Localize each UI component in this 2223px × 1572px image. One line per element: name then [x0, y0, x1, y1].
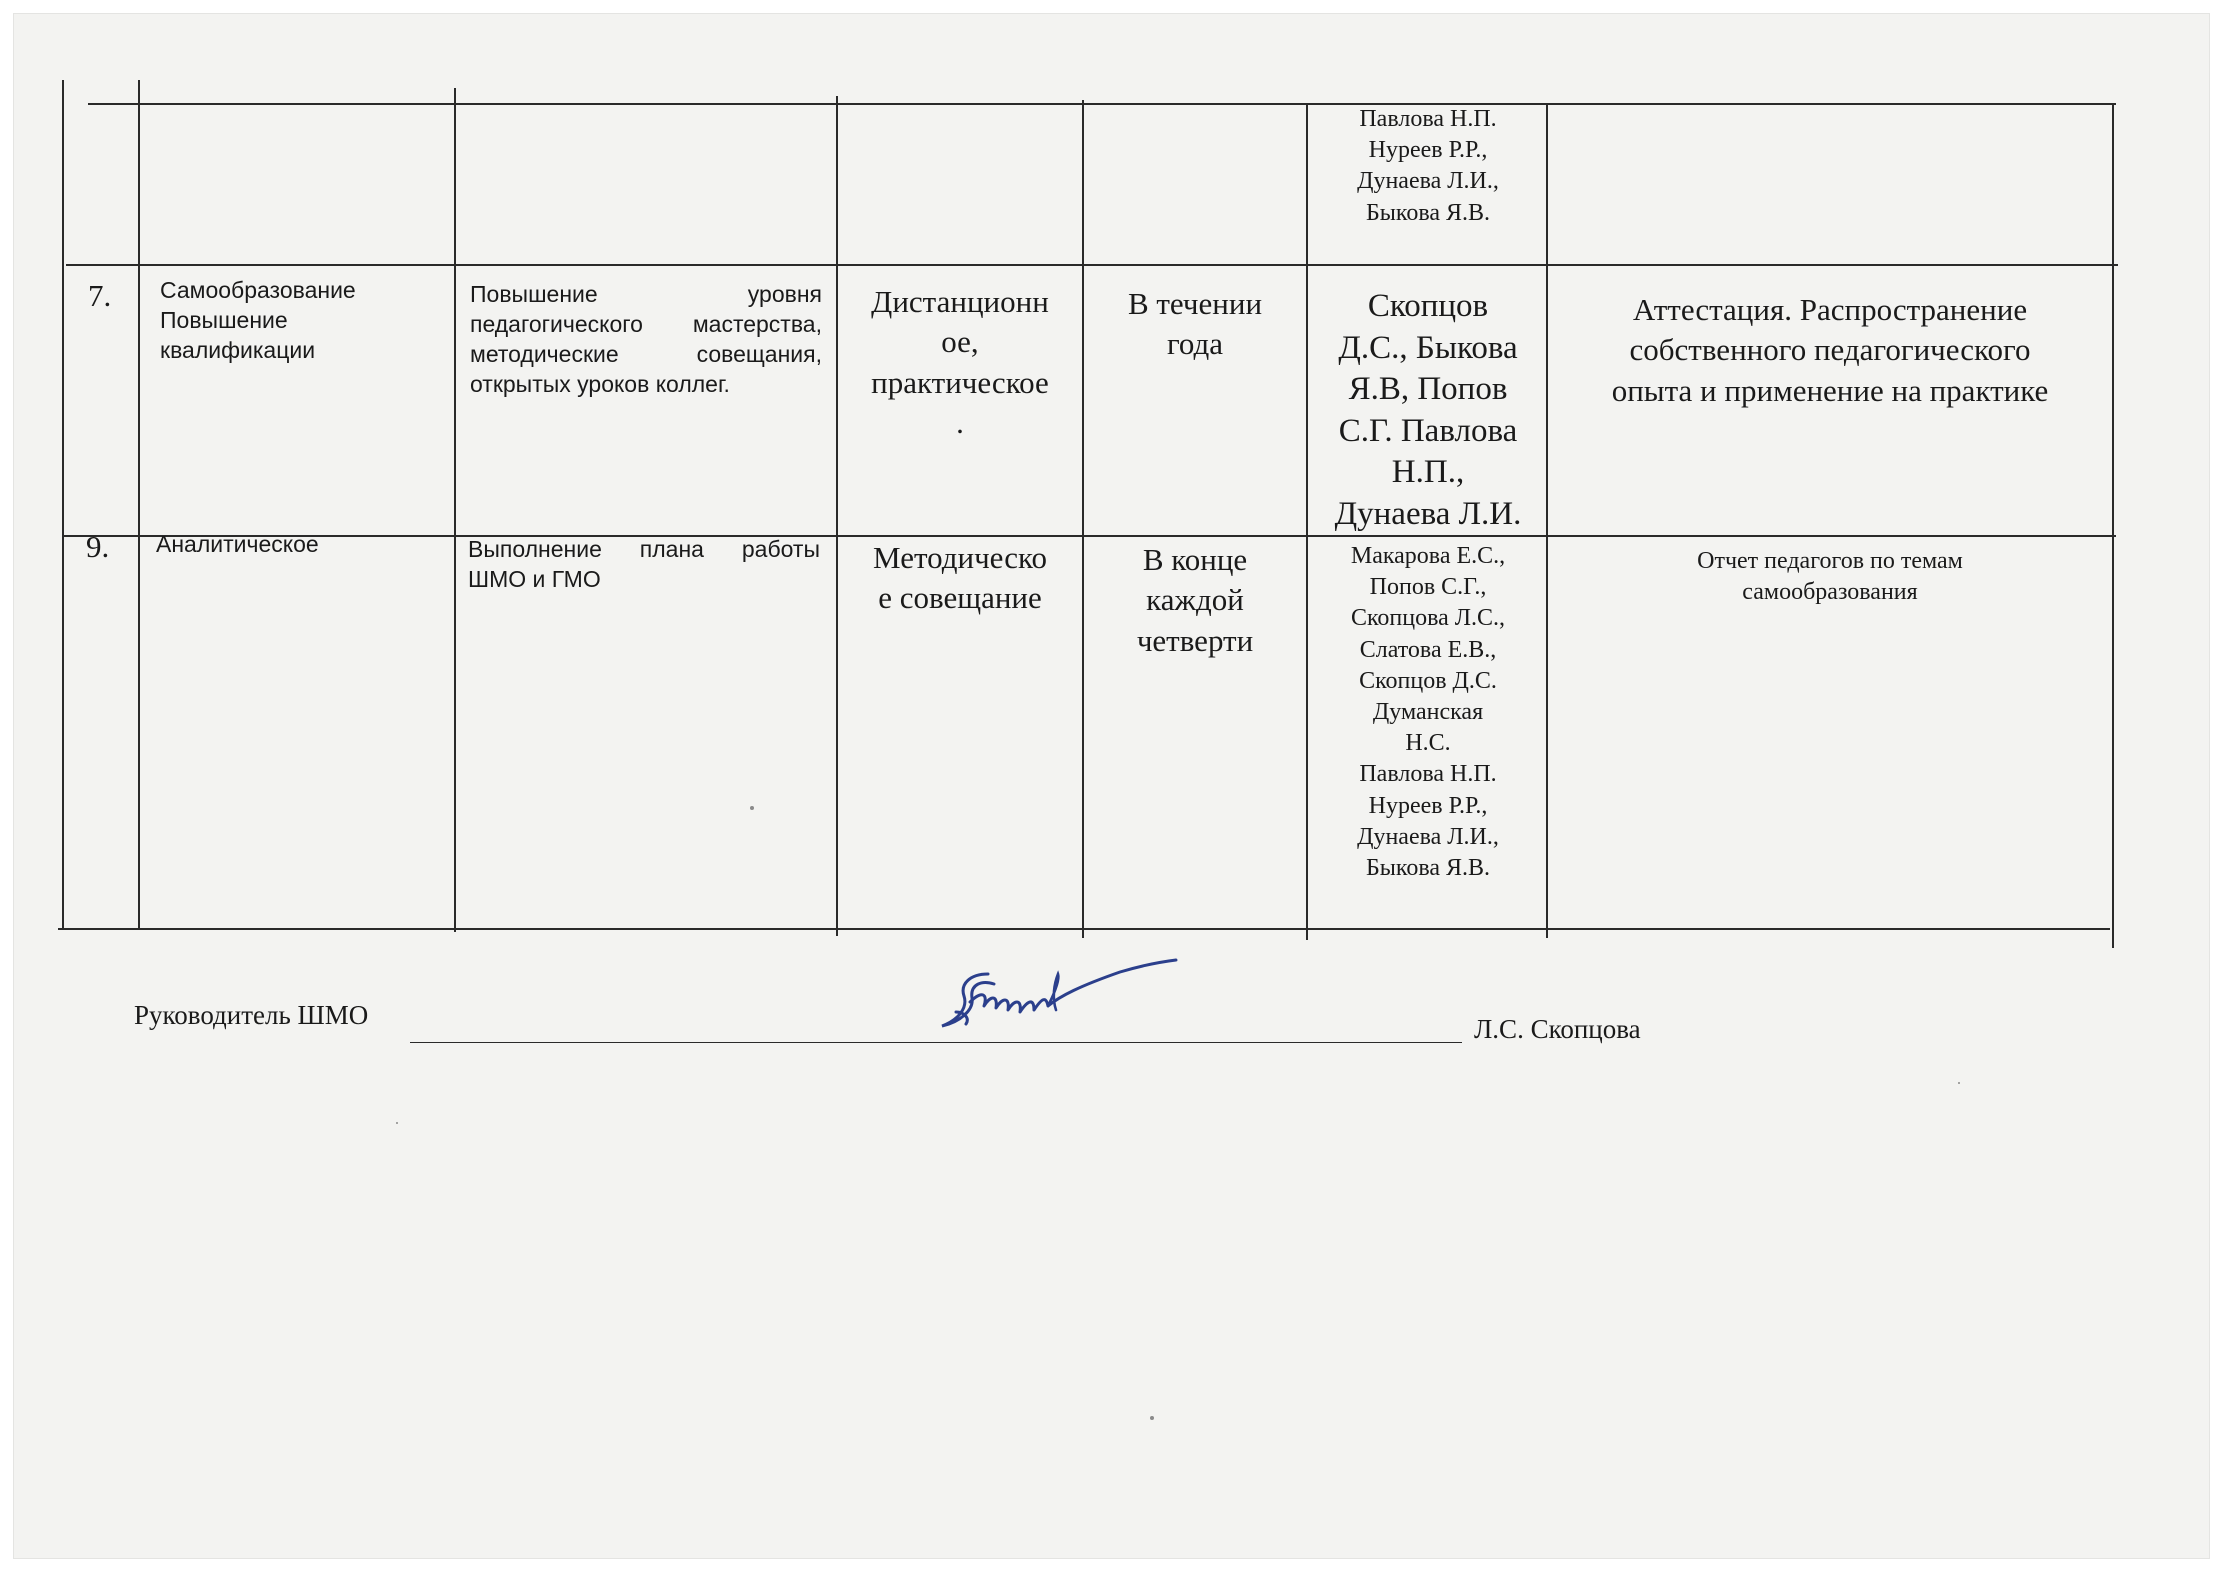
- row-divider-1: [66, 264, 2118, 266]
- row-9-form: Методическо е совещание: [873, 540, 1047, 616]
- col-divider-3: [836, 96, 838, 936]
- col-divider-4: [1082, 100, 1084, 938]
- row-7-form: Дистанционн ое, практическое .: [871, 284, 1049, 440]
- row-7-responsible: Скопцов Д.С., Быкова Я.В, Попов С.Г. Павлова Н.П., Дунаева Л.И.: [1334, 288, 1522, 532]
- scanned-page: [14, 14, 2209, 1558]
- row-9-responsible: Макарова Е.С., Попов С.Г., Скопцова Л.С., Слатова Е.В., Скопцов Д.С. Думанская Н.С. Павлова Н.П. Нуреев Р.Р., Дунаева Л.И., Быкова Я.В.: [1350, 543, 1506, 881]
- row-7-period: В течении года: [1127, 286, 1263, 362]
- row-9-content: Выполнение плана работы ШМО и ГМО: [468, 536, 820, 592]
- col-divider-6: [1546, 104, 1548, 938]
- row-9-number: 9.: [86, 529, 110, 564]
- row-7-result: Аттестация. Распространение собственного педагогического опыта и применение на практике: [1611, 292, 2049, 408]
- row-9-result: Отчет педагогов по темам самообразования: [1697, 548, 1963, 606]
- row-9-direction: Аналитическое: [156, 531, 319, 557]
- table-border-right: [2112, 104, 2114, 948]
- row-7-number: 7.: [88, 278, 112, 313]
- scan-speck: [1958, 1082, 1960, 1084]
- scan-speck: [1150, 1416, 1154, 1420]
- table-border-bottom: [58, 928, 2110, 930]
- col-divider-2: [454, 88, 456, 932]
- signature-line: [410, 1042, 1462, 1043]
- table-border-left: [62, 80, 64, 928]
- row-7-content: Повышение уровня педагогического мастерства, методические совещания, открытых уроков коллег.: [470, 281, 822, 397]
- scan-speck: [750, 806, 754, 810]
- signatory-role-label: Руководитель ШМО: [134, 1000, 369, 1030]
- signatory-name: Л.С. Скопцова: [1474, 1014, 1641, 1044]
- col-divider-1: [138, 80, 140, 930]
- scan-speck: [396, 1122, 398, 1124]
- col-divider-5: [1306, 104, 1308, 940]
- row-7-direction: Самообразование Повышение квалификации: [160, 277, 356, 363]
- handwritten-signature: [930, 940, 1180, 1040]
- table-border-top: [88, 103, 2116, 105]
- row-top-responsible: Павлова Н.П. Нуреев Р.Р., Дунаева Л.И., Быкова Я.В.: [1357, 106, 1499, 226]
- row-9-period: В конце каждой четверти: [1136, 542, 1254, 658]
